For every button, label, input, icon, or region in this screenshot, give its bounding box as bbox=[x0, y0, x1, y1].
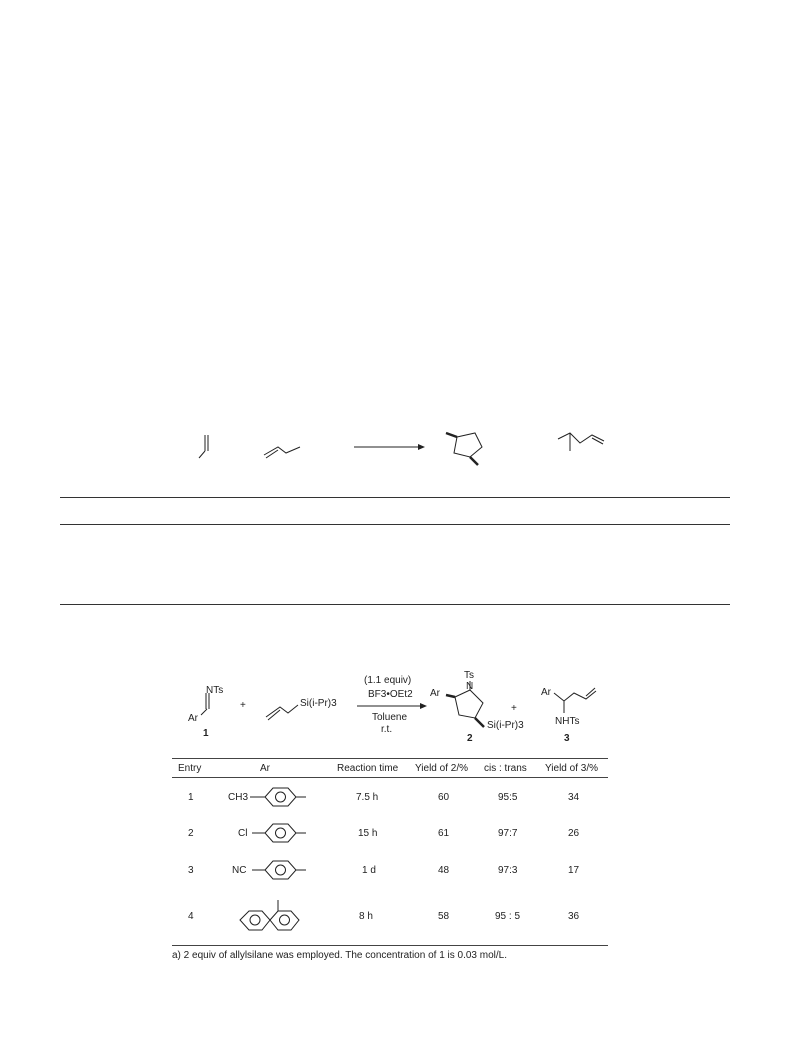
reaction-figure bbox=[172, 665, 612, 965]
top-table-rule-3 bbox=[60, 604, 730, 605]
row1-aryl-ring bbox=[250, 788, 306, 806]
conditions-solvent: Toluene bbox=[372, 712, 408, 723]
row1-ratio: 95:5 bbox=[498, 792, 518, 803]
row4-yield3: 36 bbox=[568, 911, 580, 922]
product2-ts: Ts bbox=[464, 670, 474, 681]
product2-n: N bbox=[466, 681, 474, 692]
top-scheme-drawing bbox=[180, 425, 620, 470]
row1-yield3: 34 bbox=[568, 792, 580, 803]
row3-ratio: 97:3 bbox=[498, 865, 518, 876]
header-entry: Entry bbox=[178, 763, 202, 774]
row1-substituent: CH3 bbox=[228, 792, 249, 803]
row1-yield2: 60 bbox=[438, 792, 450, 803]
header-yield2: Yield of 2/% bbox=[415, 763, 468, 774]
top-table-rule-1 bbox=[60, 497, 730, 498]
product2-ar: Ar bbox=[430, 688, 440, 699]
allyl-chain bbox=[264, 447, 300, 455]
reactant1-number: 1 bbox=[203, 728, 209, 739]
table-top-rule bbox=[172, 758, 608, 759]
table-bottom-rule bbox=[172, 945, 608, 946]
row2-aryl-ring bbox=[252, 824, 306, 842]
row3-entry: 3 bbox=[188, 865, 194, 876]
table-header-rule bbox=[172, 777, 608, 778]
product3-number: 3 bbox=[564, 733, 570, 744]
plus-sign-2: + bbox=[511, 703, 517, 714]
row3-substituent: NC bbox=[232, 865, 247, 876]
header-ar: Ar bbox=[260, 763, 270, 774]
row2-yield3: 26 bbox=[568, 828, 580, 839]
reactant1-ar: Ar bbox=[188, 713, 198, 724]
top-table-rule-2 bbox=[60, 524, 730, 525]
product2-number: 2 bbox=[467, 733, 473, 744]
row2-substituent: Cl bbox=[238, 828, 248, 839]
homoallyl-chain bbox=[558, 433, 604, 443]
row1-time: 7.5 h bbox=[356, 792, 379, 803]
row3-yield2: 48 bbox=[438, 865, 450, 876]
arrow-head-icon bbox=[420, 703, 427, 709]
product3-ar: Ar bbox=[541, 687, 551, 698]
arrowhead-icon bbox=[418, 444, 425, 450]
row1-entry: 1 bbox=[188, 792, 194, 803]
header-cis-trans: cis : trans bbox=[484, 763, 527, 774]
header-yield3: Yield of 3/% bbox=[545, 763, 598, 774]
row3-yield3: 17 bbox=[568, 865, 580, 876]
header-reaction-time: Reaction time bbox=[337, 763, 399, 774]
conditions-lewis-acid: BF3•OEt2 bbox=[368, 689, 413, 700]
row2-ratio: 97:7 bbox=[498, 828, 518, 839]
conditions-equiv: (1.1 equiv) bbox=[364, 675, 412, 686]
row4-entry: 4 bbox=[188, 911, 194, 922]
row3-aryl-ring bbox=[252, 861, 306, 879]
row3-time: 1 d bbox=[362, 865, 376, 876]
row4-ratio: 95 : 5 bbox=[495, 911, 521, 922]
row4-yield2: 58 bbox=[438, 911, 450, 922]
row2-time: 15 h bbox=[358, 828, 378, 839]
pyrrolidine-ring bbox=[454, 433, 482, 457]
aryl-structures bbox=[222, 779, 322, 949]
reactant1-group: NTs bbox=[206, 685, 224, 696]
row2-entry: 2 bbox=[188, 828, 194, 839]
product2-silyl: Si(i-Pr)3 bbox=[487, 720, 524, 731]
row4-time: 8 h bbox=[359, 911, 373, 922]
plus-sign-1: + bbox=[240, 700, 246, 711]
table-footnote: a) 2 equiv of allylsilane was employed. The concentration of 1 is 0.03 mol/L. bbox=[172, 950, 507, 961]
conditions-temp: r.t. bbox=[381, 724, 393, 735]
reactant2-silyl: Si(i-Pr)3 bbox=[300, 698, 337, 709]
row2-yield2: 61 bbox=[438, 828, 450, 839]
product3-nhts: NHTs bbox=[555, 716, 580, 727]
row4-naphthyl-ring bbox=[240, 900, 299, 930]
